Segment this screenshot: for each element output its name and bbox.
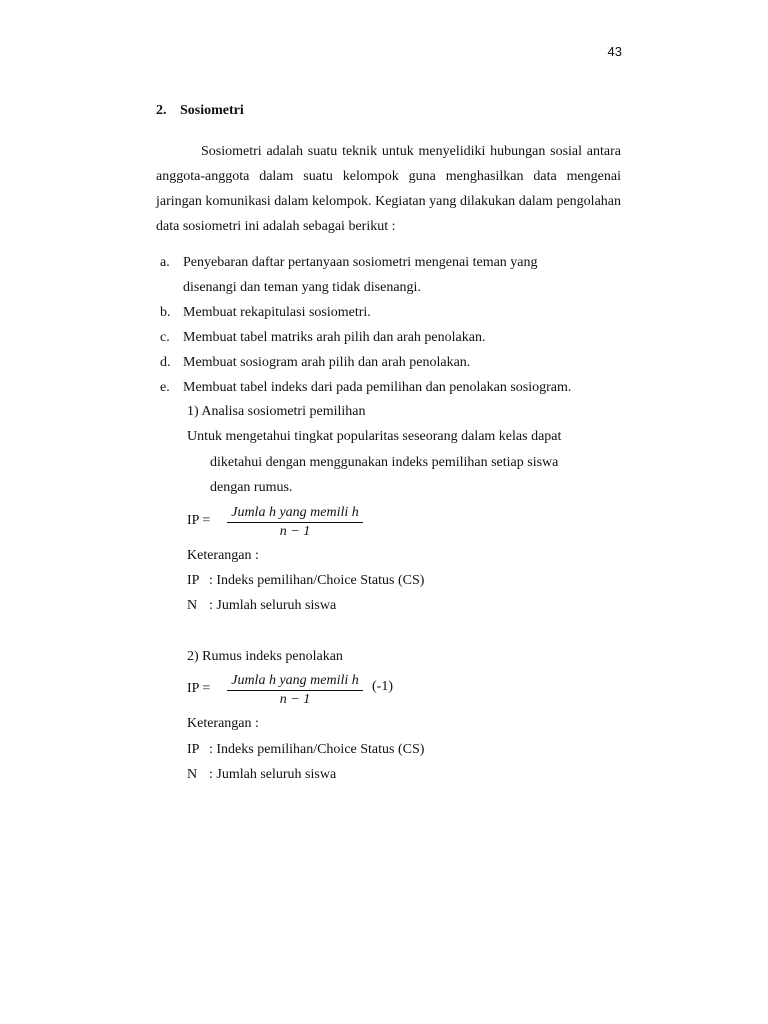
formula-fraction [227, 505, 363, 540]
list-marker: d. [160, 355, 171, 370]
formula-lhs: IP = [187, 681, 211, 696]
list-marker: a. [160, 255, 170, 270]
sub2-key-row: IP : Indeks pemilihan/Choice Status (CS) [187, 742, 425, 757]
list-text: Penyebaran daftar pertanyaan sosiometri mengenai teman yang disenangi dan teman yang tidak disenangi. [183, 255, 538, 295]
sub1-heading: 1) Analisa sosiometri pemilihan [187, 404, 366, 419]
formula-denominator: n − 1 [279, 692, 311, 707]
sub1-key-row: N : Jumlah seluruh siswa [187, 598, 337, 613]
fraction-bar [227, 522, 363, 523]
list-text: Membuat tabel indeks dari pada pemilihan dan penolakan sosiogram. [183, 380, 572, 395]
list-text: Membuat tabel matriks arah pilih dan arah penolakan. [183, 330, 486, 345]
sub2-keterangan-label: Keterangan : [187, 716, 259, 731]
list-text: Membuat rekapitulasi sosiometri. [183, 305, 371, 320]
page-number: 43 [607, 44, 622, 59]
list-text: Membuat sosiogram arah pilih dan arah penolakan. [183, 355, 471, 370]
sub1-intro-line: diketahui dengan menggunakan indeks pemilihan setiap siswa [210, 455, 559, 470]
formula-pemilihan [187, 505, 447, 545]
formula-numerator: Jumla h yang memili h [231, 505, 359, 520]
sub1-key-row: IP : Indeks pemilihan/Choice Status (CS) [187, 573, 425, 588]
list-marker: c. [160, 330, 170, 345]
section-number: 2. [156, 103, 167, 118]
paragraph-text: Sosiometri adalah suatu teknik untuk menyelidiki hubungan sosial antara anggota-anggota dalam suatu kelompok guna menghasilkan data mengenai jaringan komunikasi dalam kelompok. Kegiatan yang dilakukan dalam pengolahan data sosiometri ini adalah sebagai berikut : [156, 144, 621, 234]
sub1-intro-line: dengan rumus. [210, 480, 293, 495]
sub2-key-row: N : Jumlah seluruh siswa [187, 767, 337, 782]
sub1-intro-line: Untuk mengetahui tingkat popularitas seseorang dalam kelas dapat [187, 429, 562, 444]
intro-paragraph [156, 139, 621, 239]
sub1-keterangan-label: Keterangan : [187, 548, 259, 563]
section-heading [156, 103, 244, 119]
list-marker: e. [160, 380, 170, 395]
formula-lhs: IP = [187, 513, 211, 528]
list-marker: b. [160, 305, 171, 320]
formula-denominator: n − 1 [279, 524, 311, 539]
formula-fraction [227, 673, 363, 708]
section-title: Sosiometri [180, 103, 244, 118]
sub2-heading: 2) Rumus indeks penolakan [187, 649, 343, 664]
formula-suffix: (-1) [372, 679, 393, 694]
formula-penolakan [187, 673, 447, 713]
fraction-bar [227, 690, 363, 691]
formula-numerator: Jumla h yang memili h [231, 673, 359, 688]
